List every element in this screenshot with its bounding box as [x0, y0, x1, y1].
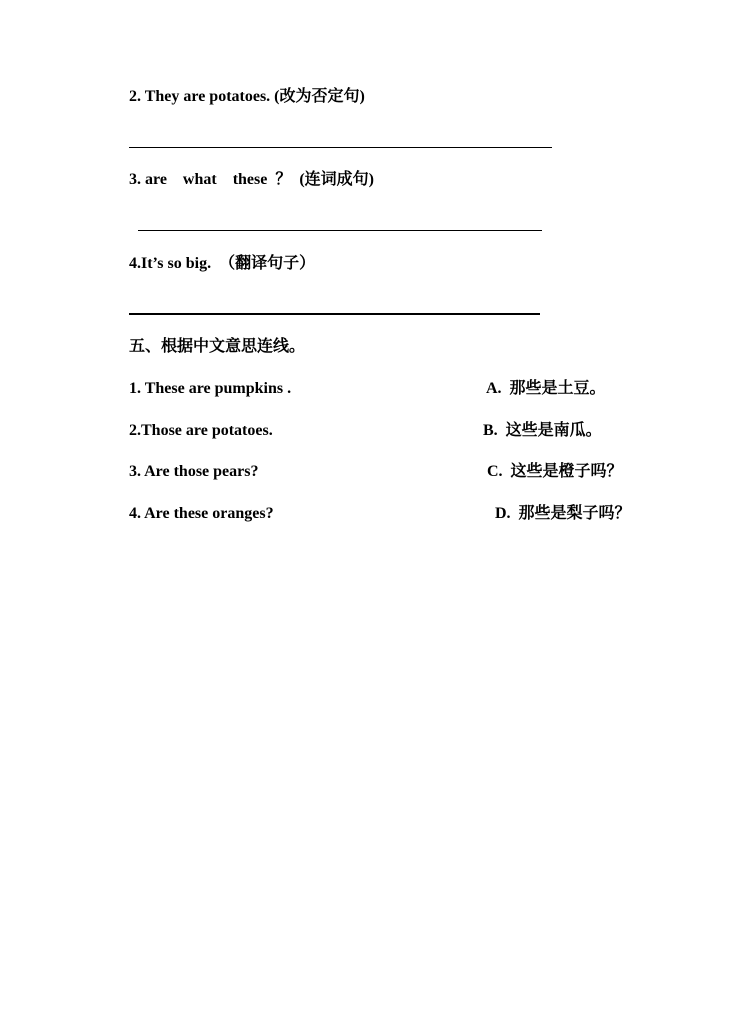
answer-line-2	[129, 147, 552, 148]
match-left-item-1: 1. These are pumpkins .	[129, 380, 292, 397]
question-2-text: 2. They are potatoes. (改为否定句)	[129, 88, 365, 105]
match-right-item-c: C. 这些是橙子吗？	[487, 463, 623, 480]
match-left-item-3: 3. Are those pears?	[129, 463, 259, 480]
match-left-item-4: 4. Are these oranges?	[129, 505, 274, 522]
answer-line-4	[129, 313, 540, 315]
match-right-item-b: B. 这些是南瓜。	[483, 422, 602, 439]
match-right-item-d: D. 那些是梨子吗？	[495, 505, 631, 522]
match-right-item-a: A. 那些是土豆。	[486, 380, 606, 397]
answer-line-3	[138, 230, 542, 231]
question-4-text: 4.It’s so big. （翻译句子）	[129, 255, 316, 272]
match-left-item-2: 2.Those are potatoes.	[129, 422, 273, 439]
section-5-heading: 五、根据中文意思连线。	[129, 338, 306, 355]
question-3-text: 3. are what these ？ (连词成句)	[129, 171, 375, 188]
